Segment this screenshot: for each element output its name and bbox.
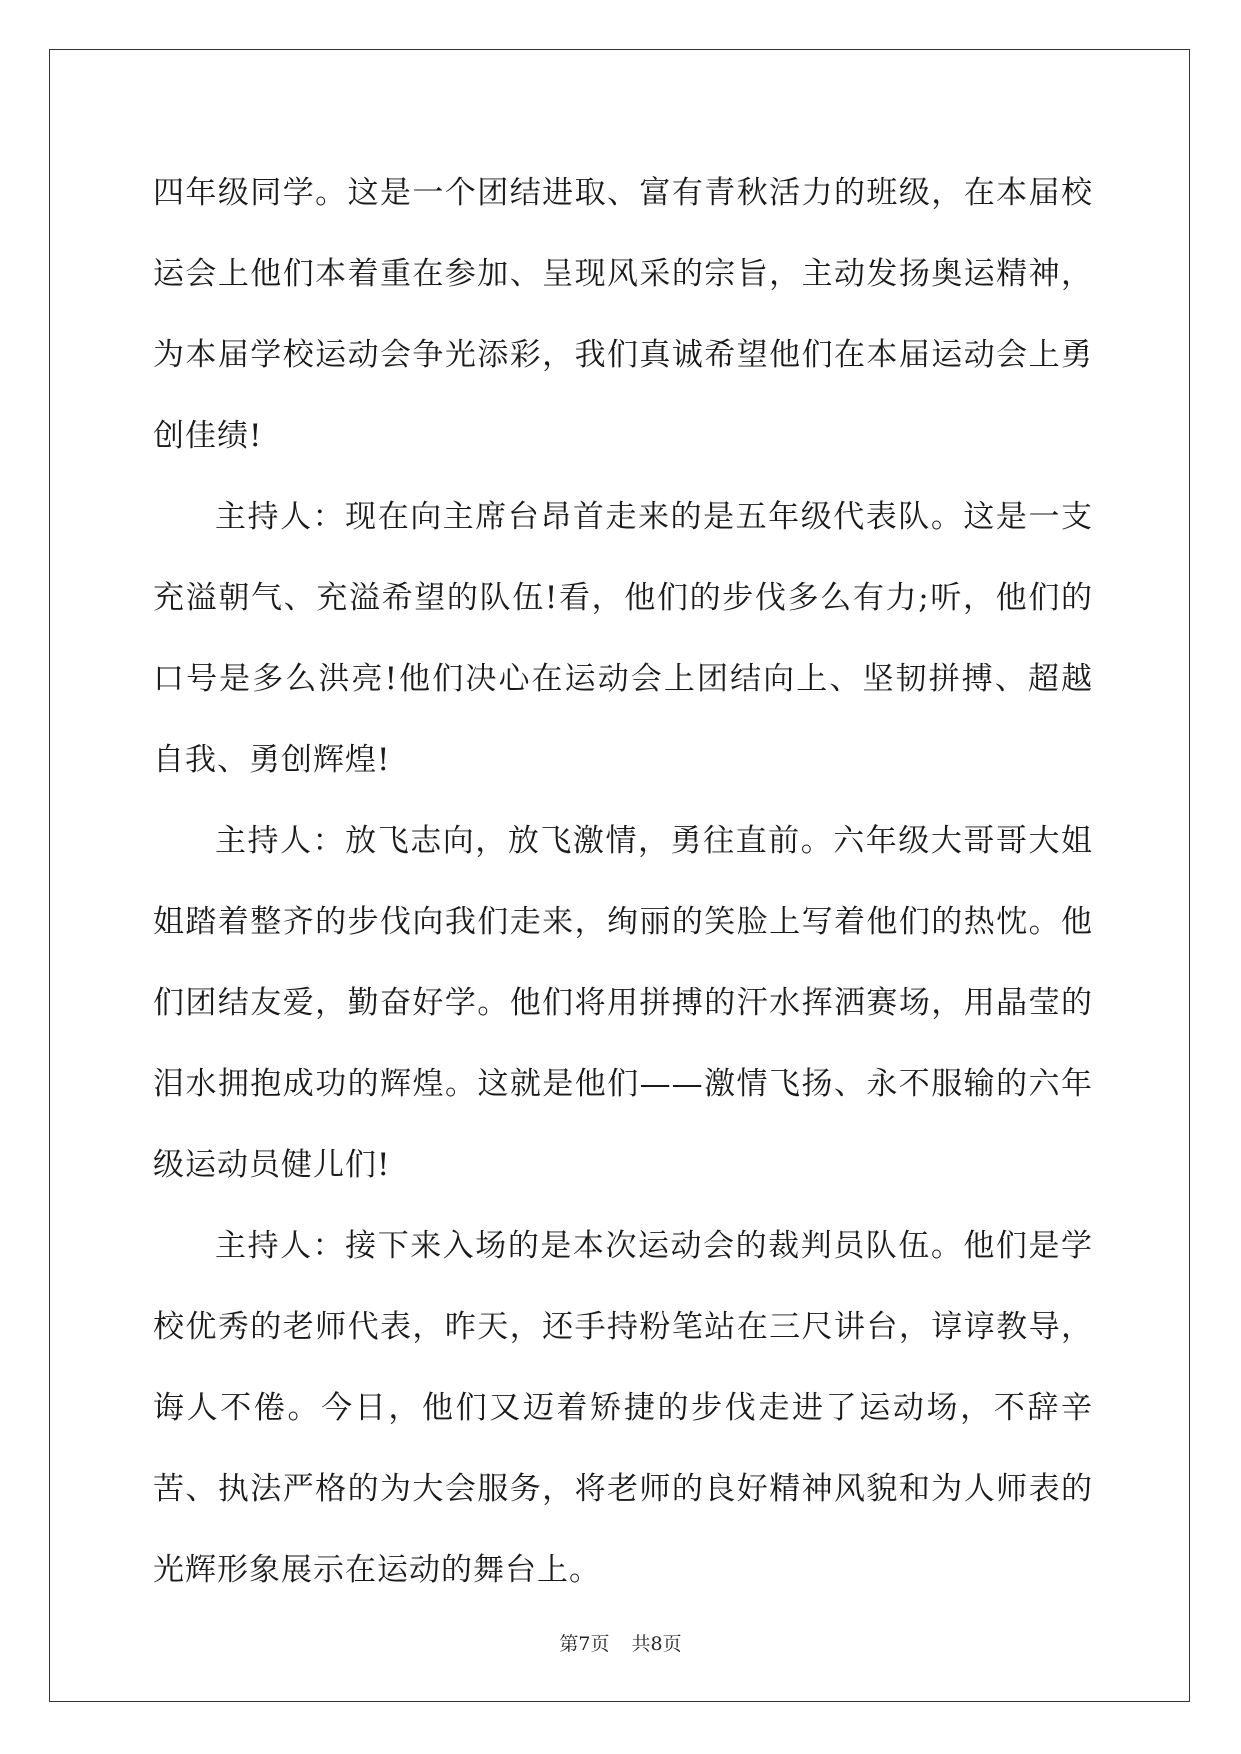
paragraph: 主持人：现在向主席台昂首走来的是五年级代表队。这是一支充溢朝气、充溢希望的队伍!看，他们的步伐多么有力;听，他们的口号是多么洪亮!他们决心在运动会上团结向上、坚韧拼搏、超越自我、勇创辉煌!	[153, 499, 1093, 778]
document-body	[153, 153, 1093, 1611]
page-total: 共8页	[631, 1633, 682, 1655]
paragraph: 四年级同学。这是一个团结进取、富有青秋活力的班级，在本届校运会上他们本着重在参加、呈现风采的宗旨，主动发扬奥运精神，为本届学校运动会争光添彩，我们真诚希望他们在本届运动会上勇创佳绩!	[153, 175, 1093, 454]
page-number: 第7页	[559, 1633, 610, 1655]
paragraph: 主持人：放飞志向，放飞激情，勇往直前。六年级大哥哥大姐姐踏着整齐的步伐向我们走来，绚丽的笑脸上写着他们的热忱。他们团结友爱，勤奋好学。他们将用拼搏的汗水挥洒赛场，用晶莹的泪水拥抱成功的辉煌。这就是他们——激情飞扬、永不服输的六年级运动员健儿们!	[153, 823, 1093, 1183]
paragraph: 主持人：接下来入场的是本次运动会的裁判员队伍。他们是学校优秀的老师代表，昨天，还手持粉笔站在三尺讲台，谆谆教导，诲人不倦。今日，他们又迈着矫捷的步伐走进了运动场，不辞辛苦、执法严格的为大会服务，将老师的良好精神风貌和为人师表的光辉形象展示在运动的舞台上。	[153, 1228, 1093, 1588]
page-footer	[0, 1629, 1241, 1656]
